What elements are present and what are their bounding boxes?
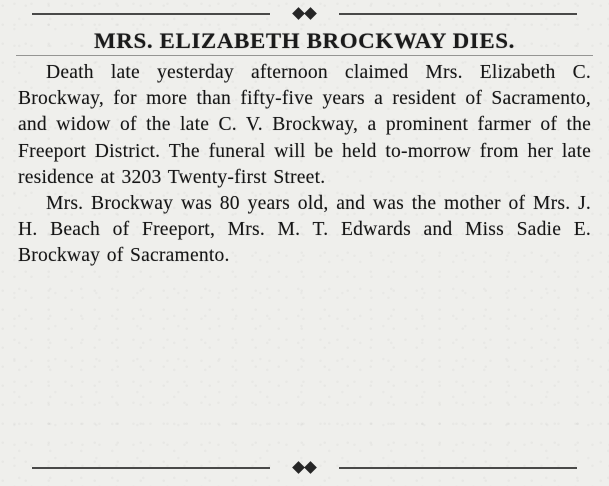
paragraph-text: Death late yesterday afternoon claimed Mrs. Elizabeth C. Brockway, for more than fifty-five years a resident of Sacramento, and widow of the late C. V. Brockway, a prominent farmer of the Freeport District. The funeral will be held to-morrow from her late residence at 3203 Twenty-first Street.	[18, 62, 591, 188]
top-ornament-divider	[14, 0, 595, 26]
article-headline: MRS. ELIZABETH BROCKWAY DIES.	[94, 28, 515, 53]
bottom-rule-left	[32, 467, 270, 469]
article-body	[14, 60, 595, 270]
diamond-icon	[304, 7, 317, 20]
top-rule-left	[32, 13, 270, 15]
bottom-ornament-wrapper	[14, 454, 595, 480]
diamond-icon	[304, 461, 317, 474]
article-paragraph	[18, 60, 591, 191]
top-diamond-ornament	[294, 9, 315, 18]
paragraph-text: Mrs. Brockway was 80 years old, and was the mother of Mrs. J. H. Beach of Freeport, Mrs. M. T. Edwards and Miss Sadie E. Brockway of Sacramento.	[18, 193, 591, 267]
bottom-ornament-divider	[14, 454, 595, 480]
bottom-diamond-ornament	[294, 463, 315, 472]
bottom-rule-right	[339, 467, 577, 469]
headline-underrule	[16, 55, 593, 56]
top-rule-right	[339, 13, 577, 15]
article-paragraph	[18, 191, 591, 270]
